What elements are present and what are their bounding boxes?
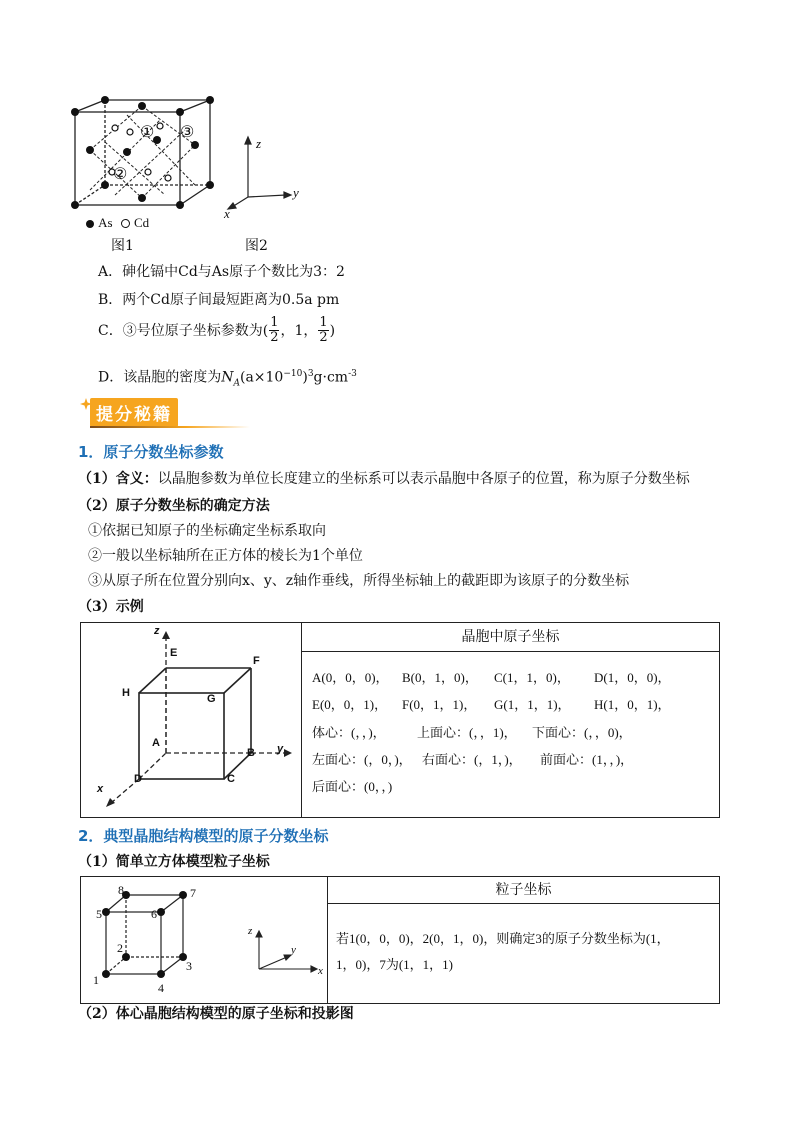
section2-sub2: （2）体心晶胞结构模型的原子坐标和投影图 <box>78 1006 354 1022</box>
option-d: D．该晶胞的密度为$N_A(a\times 10^{-10})^3g\cdot cm^{-3}$ <box>98 369 357 389</box>
coords-row-2: E(0，0，1)， F(0，1，1)， G(1，1，1)， H(1，0，1)， <box>312 697 671 712</box>
option-c-prefix: C．③号位原子坐标参数为( <box>98 322 269 339</box>
banner-underline <box>90 426 250 428</box>
simple-cubic-diagram-cell <box>81 877 328 1004</box>
section1-method-label: （2）原子分数坐标的确定方法 <box>78 498 270 514</box>
cube-number-5: 5 <box>96 907 102 921</box>
simple-cubic-table <box>80 876 720 1004</box>
example-cube-diagram <box>81 623 301 817</box>
cube-label-H: H <box>122 687 130 699</box>
figure1-label-3: ③ <box>180 124 195 141</box>
cube-number-7: 7 <box>190 886 196 900</box>
particle-coords-line-2: 1，0)，7为(1，1，1) <box>336 957 453 972</box>
cube-number-3: 3 <box>186 959 192 973</box>
option-b: B．两个Cd原子间最短距离为0.5a pm <box>98 292 340 308</box>
option-c-suffix: ) <box>329 322 336 339</box>
option-c-fraction-1: $\frac{1}{2}$ <box>270 315 279 345</box>
option-a: A．砷化镉中Cd与As原子个数比为3：2 <box>98 264 345 280</box>
cube-label-C: C <box>227 773 235 785</box>
cube-number-1: 1 <box>93 973 99 987</box>
cube-label-D: D <box>134 773 142 785</box>
cube-label-z: z <box>154 625 160 637</box>
section1-step-2: ②一般以坐标轴所在正方体的棱长为1个单位 <box>88 548 363 564</box>
section1-example-label: （3）示例 <box>78 599 144 615</box>
cube-label-E: E <box>170 647 178 659</box>
example-cube-cell <box>81 623 302 818</box>
simple-axis-x: x <box>318 965 323 977</box>
coords-row-3: 体心：(，，)， 上面心：(，，1)， 下面心：(，，0)， <box>312 725 632 740</box>
option-c-fraction-2: $\frac{1}{2}$ <box>319 315 328 345</box>
simple-axis-y: y <box>291 944 296 956</box>
coords-header-cell <box>302 623 720 652</box>
section2-title: 2．典型晶胞结构模型的原子分数坐标 <box>78 827 329 845</box>
tips-banner: 提分秘籍 <box>90 398 178 427</box>
section1-title: 1．原子分数坐标参数 <box>78 443 224 461</box>
figure1-legend <box>86 214 149 233</box>
cube-number-4: 4 <box>158 981 164 995</box>
cube-label-y: y <box>277 743 284 755</box>
cube-label-A: A <box>152 737 160 749</box>
coords-header: 晶胞中原子坐标 <box>461 629 560 645</box>
particle-coords-header: 粒子坐标 <box>495 882 552 898</box>
figure2-axis-y: y <box>293 185 299 200</box>
figure2-caption: 图2 <box>245 238 268 254</box>
option-c <box>98 316 335 345</box>
option-c-mid: ，1， <box>280 322 318 339</box>
figure1-label-1: ① <box>140 124 155 141</box>
cube-number-6: 6 <box>151 907 157 921</box>
simple-axis-z: z <box>248 925 253 937</box>
figure1-caption: 图1 <box>111 238 134 254</box>
coords-row-1: A(0，0，0)， B(0，1，0)， C(1，1，0)， D(1，0，0)， <box>312 670 671 685</box>
cube-number-8: 8 <box>118 883 124 897</box>
cube-label-F: F <box>253 655 260 667</box>
legend-cd-label: Cd <box>134 215 150 230</box>
coords-row-5: 后面心：(0，，) <box>312 779 393 794</box>
particle-coords-line-1: 若1(0，0，0)，2(0，1，0)，则确定3的原子分数坐标为(1， <box>336 931 670 946</box>
figure1-crystal-cell <box>60 90 220 215</box>
section2-sub1: （1）简单立方体模型粒子坐标 <box>78 854 270 870</box>
figure2-axes <box>218 135 318 225</box>
section1-step-1: ①依据已知原子的坐标确定坐标系取向 <box>88 523 326 539</box>
cube-label-x: x <box>97 783 104 795</box>
cube-label-G: G <box>207 693 216 705</box>
as-atom-icon <box>86 220 94 228</box>
figure2-axis-z: z <box>256 136 262 151</box>
figure1-label-2: ② <box>113 166 128 183</box>
particle-coords-header-cell <box>328 877 720 904</box>
example-table <box>80 622 720 818</box>
particle-coords-body-cell <box>328 904 720 1004</box>
section1-step-3: ③从原子所在位置分别向x、y、z轴作垂线，所得坐标轴上的截距即为该原子的分数坐标 <box>88 573 630 589</box>
cd-atom-icon <box>121 219 130 228</box>
cube-label-B: B <box>247 747 255 759</box>
coords-body-cell <box>302 652 720 818</box>
figure2-axis-x: x <box>224 206 230 221</box>
cube-number-2: 2 <box>117 941 123 955</box>
coords-row-4: 左面心：(，0，)， 右面心：(，1，)， 前面心：(1，，)， <box>312 752 634 767</box>
legend-as-label: As <box>98 215 113 230</box>
section1-definition: （1）含义：以晶胞参数为单位长度建立的坐标系可以表示晶胞中各原子的位置，称为原子分数坐标 <box>78 471 690 487</box>
